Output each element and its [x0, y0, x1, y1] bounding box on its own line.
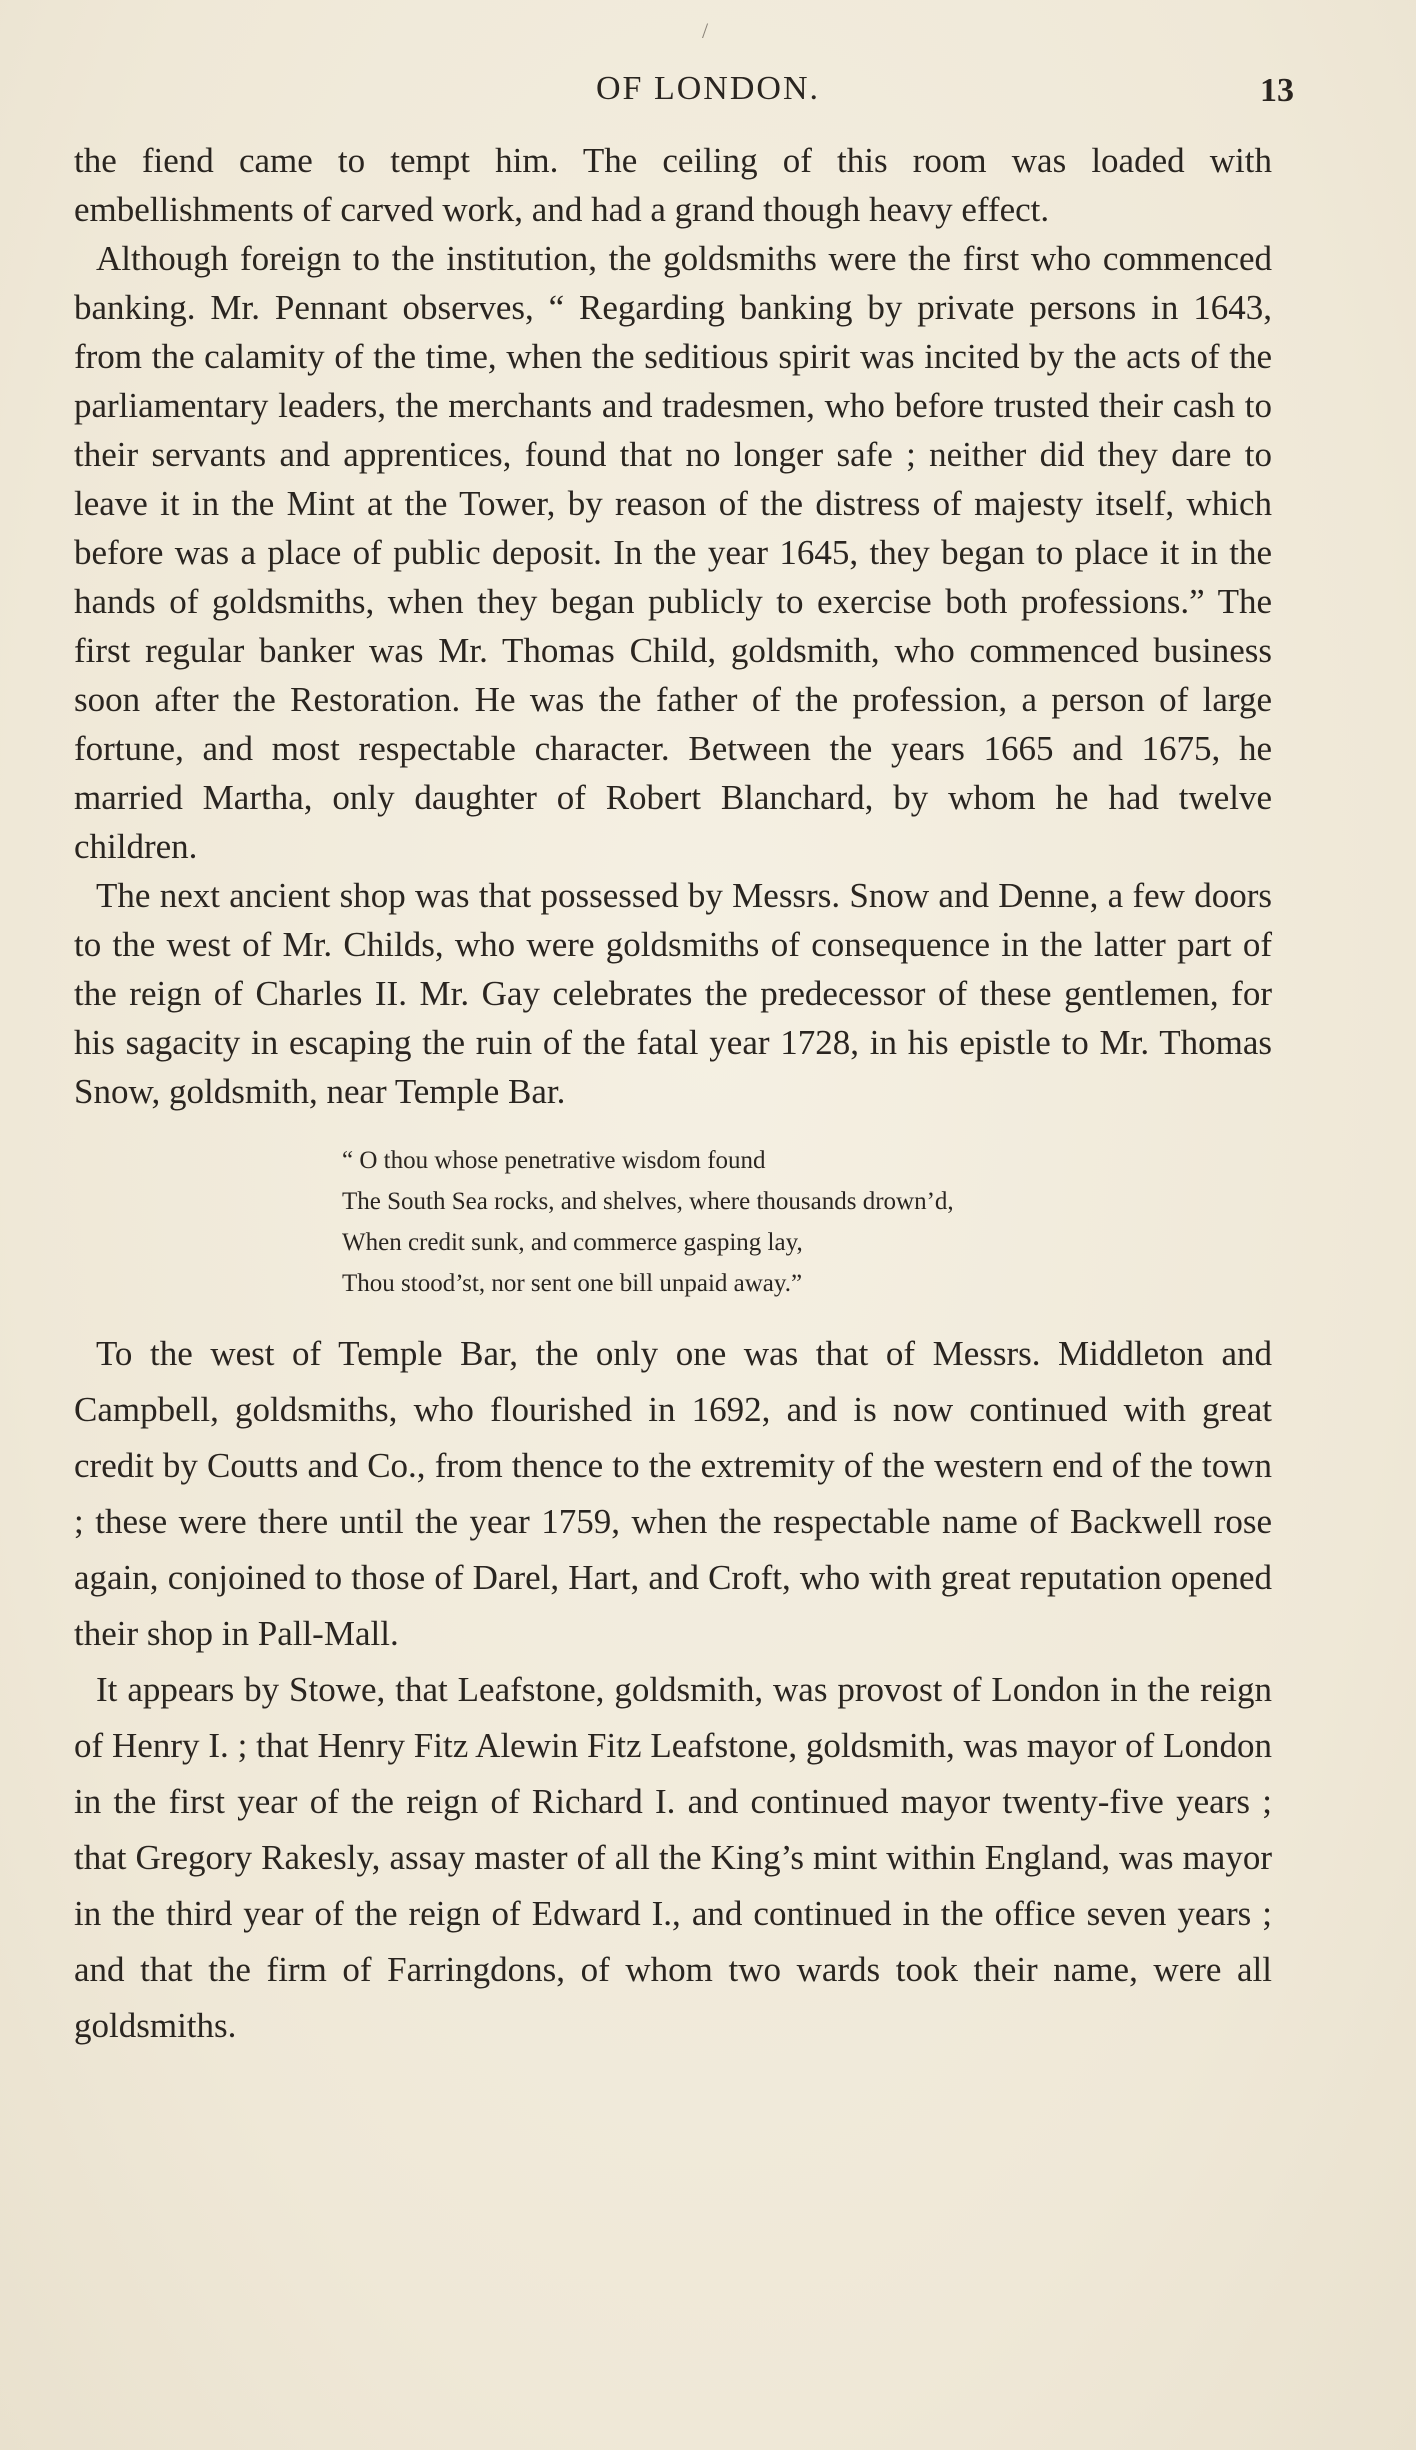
paragraph-4: To the west of Temple Bar, the only one was that of Messrs. Middleton and Campbell, goldsmiths, who flourished in 1692, and is now continued with great credit by Coutts and Co., from thence to the extremity of the western end of the town ; these were there until the year 1759, when the respectable name of Backwell rose again, conjoined to those of Darel, Hart, and Croft, who with great reputation opened their shop in Pall-Mall. — [74, 1334, 1272, 1653]
lower-text — [74, 1326, 1272, 2054]
paragraph-3: The next ancient shop was that possessed by Messrs. Snow and Denne, a few doors to the west of Mr. Childs, who were goldsmiths of consequence in the latter part of the reign of Charles II. Mr. Gay celebrates the predecessor of these gentlemen, for his sagacity in escaping the ruin of the fatal year 1728, in his epistle to Mr. Thomas Snow, goldsmith, near Temple Bar. — [74, 876, 1272, 1111]
body-text — [74, 136, 1272, 2054]
page-number: 13 — [1260, 72, 1294, 109]
paragraph-5: It appears by Stowe, that Leafstone, goldsmith, was provost of London in the reign of Henry I. ; that Henry Fitz Alewin Fitz Leafstone, goldsmith, was mayor of London in the first year of the reign of Richard I. and continued mayor twenty-five years ; that Gregory Rakesly, assay master of all the King’s mint within England, was mayor in the third year of the reign of Edward I., and continued in the office seven years ; and that the firm of Farringdons, of whom two wards took their name, were all goldsmiths. — [74, 1670, 1272, 2045]
running-title: OF LONDON. — [596, 70, 820, 107]
paragraph-2: Although foreign to the institution, the goldsmiths were the first who commenced banking. Mr. Pennant observes, “ Regarding banking by private persons in 1643, from the calamity of the time, when the seditious spirit was incited by the acts of the parliamentary leaders, the merchants and tradesmen, who before trusted their cash to their servants and apprentices, found that no longer safe ; neither did they dare to leave it in the Mint at the Tower, by reason of the distress of majesty itself, which before was a place of public deposit. In the year 1645, they began to place it in the hands of goldsmiths, when they began publicly to exercise both professions.” The first regular banker was Mr. Thomas Child, goldsmith, who commenced business soon after the Restoration. He was the father of the profession, a person of large fortune, and most respectable character. Between the years 1665 and 1675, he married Martha, only daughter of Robert Blanchard, by whom he had twelve children. — [74, 239, 1272, 866]
paragraph-1: the fiend came to tempt him. The ceiling of this room was loaded with embellishments of carved work, and had a grand though heavy effect. — [74, 141, 1272, 229]
verse-line-1: “ O thou whose penetrative wisdom found — [342, 1147, 766, 1174]
verse-line-4: Thou stood’st, nor sent one bill unpaid away.” — [342, 1270, 803, 1297]
verse-line-2: The South Sea rocks, and shelves, where thousands drown’d, — [342, 1188, 954, 1215]
verse-line-3: When credit sunk, and commerce gasping lay, — [342, 1229, 803, 1256]
verse-quotation — [342, 1140, 1162, 1304]
pencil-mark: / — [702, 18, 709, 43]
